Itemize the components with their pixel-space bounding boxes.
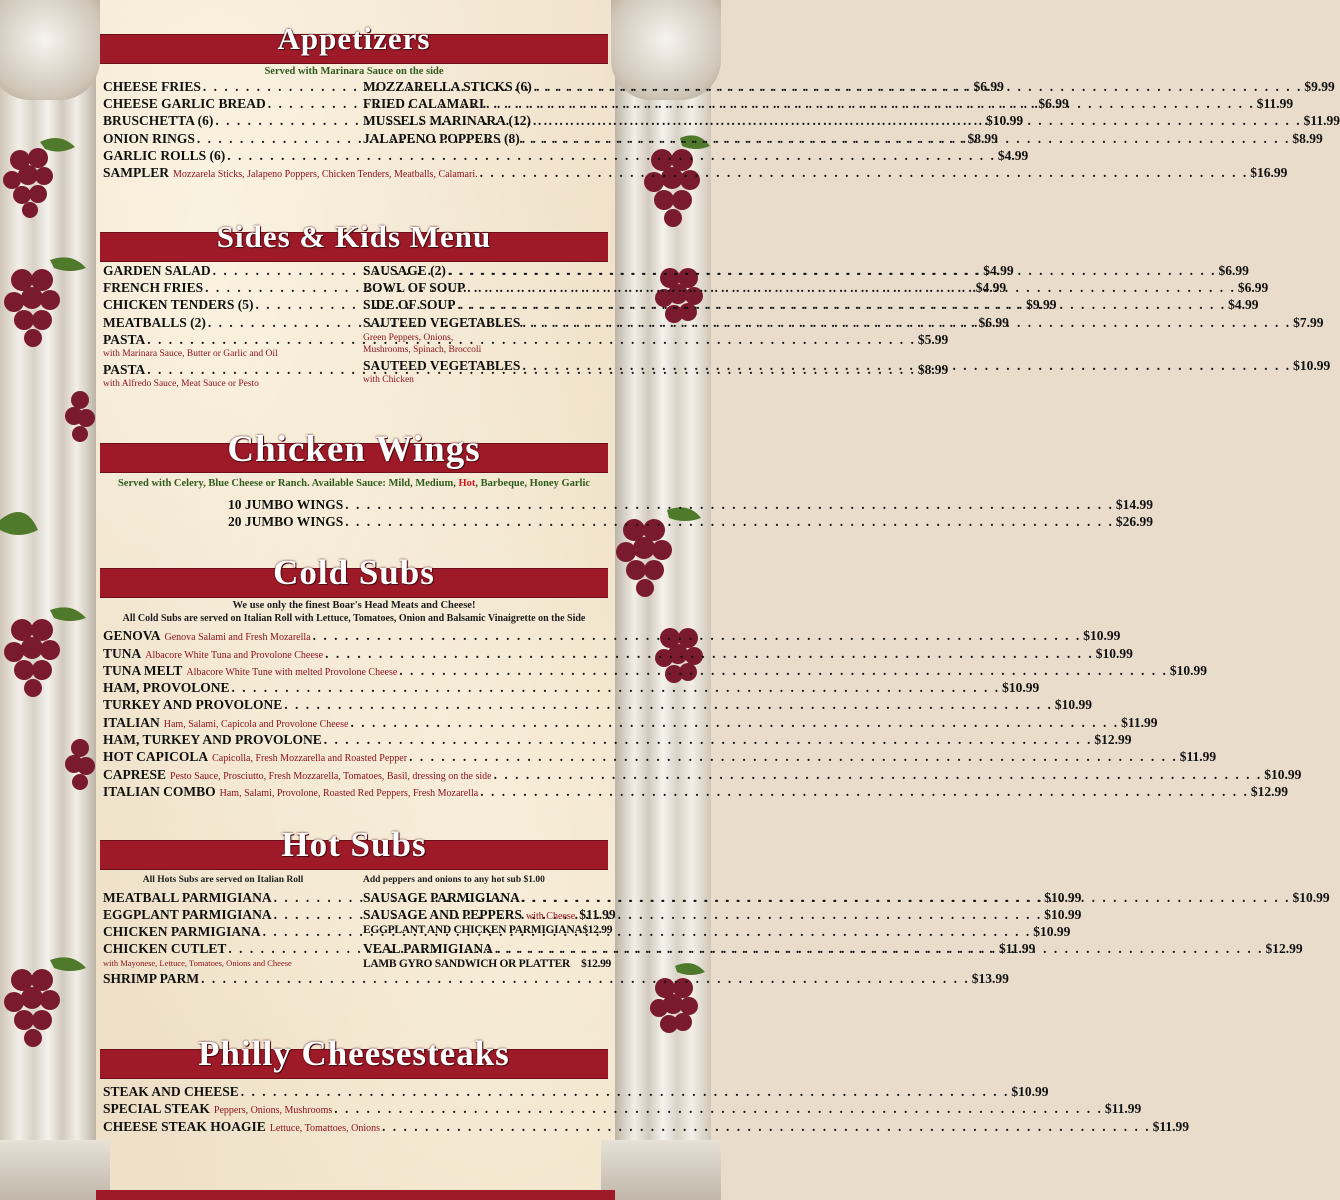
menu-item: ITALIAN COMBO Ham, Salami, Provolone, Roasted Red Peppers, Fresh Mozarella . . . $12.99 xyxy=(103,784,611,800)
wings-note: Served with Celery, Blue Cheese or Ranch. Available Sauce: Mild, Medium, Hot, Barbeque, Honey Garlic xyxy=(117,478,591,489)
menu-item: CHICKEN PARMIGIANA . . . $10.99 xyxy=(103,924,343,940)
grape-cluster-icon xyxy=(0,950,90,1060)
item-subtext: Green Peppers, Onions, xyxy=(363,333,454,343)
menu-item: SAUTEED VEGETABLES . . . $10.99 xyxy=(363,358,611,374)
menu-item: CHICKEN CUTLET . . . $11.99 xyxy=(103,941,343,957)
wings-banner xyxy=(100,429,608,473)
menu-item: SAUSAGE PARMIGIANA . . . $10.99 xyxy=(363,890,611,906)
menu-item: STEAK AND CHEESE . . . $10.99 xyxy=(103,1084,611,1100)
menu-item: BOWL OF SOUP . . . $6.99 xyxy=(363,280,611,296)
menu-item: CHEESE GARLIC BREAD . . . $6.99 xyxy=(103,96,343,112)
menu-item: HAM, TURKEY AND PROVOLONE . . . $12.99 xyxy=(103,732,611,748)
menu-item: ITALIAN Ham, Salami, Capicola and Provolone Cheese . . . $11.99 xyxy=(103,715,611,731)
menu-item: 20 JUMBO WINGS . . . $26.99 xyxy=(228,514,470,530)
menu-item: SAUSAGE AND PEPPERS with Cheese $11.99 xyxy=(363,907,616,922)
menu-item: BRUSCHETTA (6) . . . $10.99 xyxy=(103,113,343,129)
menu-item: CHEESE STEAK HOAGIE Lettuce, Tomattoes, Onions . . . $11.99 xyxy=(103,1119,611,1135)
grape-cluster-icon xyxy=(0,130,80,240)
menu-item: TUNA Albacore White Tuna and Provolone Cheese . . . $10.99 xyxy=(103,646,611,662)
cold-subs-note: We use only the finest Boar's Head Meats and Cheese! xyxy=(232,600,476,611)
menu-item: SHRIMP PARM . . . $13.99 xyxy=(103,971,343,987)
menu-item: GARDEN SALAD . . . $4.99 xyxy=(103,263,343,279)
menu-item: TUNA MELT Albacore White Tune with melted Provolone Cheese . . . $10.99 xyxy=(103,663,611,679)
menu-item: EGGPLANT AND CHICKEN PARMIGIANA $12.99 xyxy=(363,924,613,936)
philly-title: Philly Cheesesteaks xyxy=(198,1034,510,1073)
left-column-base xyxy=(0,1140,110,1200)
item-subtext: with Mayonese, Lettuce, Tomatoes, Onions and Cheese xyxy=(103,958,292,968)
right-column-base xyxy=(601,1140,721,1200)
menu-item: SIDE OF SOUP . . . $4.99 xyxy=(363,297,611,313)
item-subtext: Mushrooms, Spinach, Broccoli xyxy=(363,345,482,355)
menu-item: MEATBALL PARMIGIANA . . . $10.99 xyxy=(103,890,343,906)
menu-item: SAUSAGE (2) . . . $6.99 xyxy=(363,263,611,279)
cold-subs-banner xyxy=(100,553,608,598)
menu-item: CAPRESE Pesto Sauce, Prosciutto, Fresh Mozzarella, Tomatoes, Basil, dressing on the side . . . $10.99 xyxy=(103,767,611,783)
grape-cluster-icon xyxy=(60,730,100,800)
menu-item: ONION RINGS . . . $8.99 xyxy=(103,131,343,147)
menu-item: FRENCH FRIES . . . $4.99 xyxy=(103,280,343,296)
hot-subs-title: Hot Subs xyxy=(281,825,427,864)
menu-item: GARLIC ROLLS (6) . . . $4.99 xyxy=(103,148,343,164)
cold-subs-title: Cold Subs xyxy=(273,553,435,592)
menu-item: MOZZARELLA STICKS (6) . . . $9.99 xyxy=(363,79,611,95)
menu-item: HOT CAPICOLA Capicolla, Fresh Mozzarella and Roasted Pepper . . . $11.99 xyxy=(103,749,611,765)
appetizers-title: Appetizers xyxy=(277,21,431,56)
appetizers-banner xyxy=(100,21,608,64)
menu-item: SPECIAL STEAK Peppers, Onions, Mushrooms . . . $11.99 xyxy=(103,1101,611,1117)
philly-banner xyxy=(100,1034,608,1079)
grape-cluster-icon xyxy=(0,250,90,360)
menu-item: FRIED CALAMARI . . . $11.99 xyxy=(363,96,611,112)
hot-subs-note: All Hots Subs are served on Italian Roll xyxy=(142,875,304,885)
menu-item: TURKEY AND PROVOLONE . . . $10.99 xyxy=(103,697,611,713)
sides-banner xyxy=(100,219,608,262)
menu-item: CHICKEN TENDERS (5) . . . $9.99 xyxy=(103,297,343,313)
appetizers-note: Served with Marinara Sauce on the side xyxy=(264,66,444,77)
menu-item: VEAL PARMIGIANA . . . $12.99 xyxy=(363,941,611,957)
bottom-border xyxy=(96,1190,615,1200)
grape-cluster-icon xyxy=(0,600,90,710)
leaf-icon xyxy=(0,500,40,560)
menu-item: SAMPLER Mozzarela Sticks, Jalapeno Poppers, Chicken Tenders, Meatballs, Calamari. . . . $16.99 xyxy=(103,165,611,181)
menu-item: MEATBALLS (2) . . . $6.99 xyxy=(103,315,343,331)
item-subtext: with Alfredo Sauce, Meat Sauce or Pesto xyxy=(103,379,259,389)
menu-item: HAM, PROVOLONE . . . $10.99 xyxy=(103,680,611,696)
menu-item: GENOVA Genova Salami and Fresh Mozarella . . . $10.99 xyxy=(103,628,611,644)
grape-cluster-icon xyxy=(60,380,100,460)
cold-subs-note: All Cold Subs are served on Italian Roll with Lettuce, Tomatoes, Onion and Balsamic Vinaigrette on the Side xyxy=(122,613,586,624)
menu-item: LAMB GYRO SANDWICH OR PLATTER $12.99 xyxy=(363,958,611,970)
menu-item: EGGPLANT PARMIGIANA . . . $10.99 xyxy=(103,907,343,923)
menu-item: PASTA . . . $8.99 xyxy=(103,362,343,378)
menu-item: CHEESE FRIES . . . $6.99 xyxy=(103,79,343,95)
menu-item: MUSSELS MARINARA (12) . . . $11.99 xyxy=(363,113,611,129)
wings-title: Chicken Wings xyxy=(227,429,481,470)
menu-item: JALAPENO POPPERS (8) . . . $8.99 xyxy=(363,131,611,147)
menu-item: PASTA . . . $5.99 xyxy=(103,332,343,348)
hot-subs-note: Add peppers and onions to any hot sub $1.00 xyxy=(363,875,545,885)
hot-subs-banner xyxy=(100,825,608,870)
left-column-capital xyxy=(0,0,100,100)
item-subtext: with Chicken xyxy=(363,375,414,385)
sides-title: Sides & Kids Menu xyxy=(216,219,492,254)
menu-item: SAUTEED VEGETABLES . . . $7.99 xyxy=(363,315,611,331)
item-subtext: with Marinara Sauce, Butter or Garlic and Oil xyxy=(103,349,278,359)
menu-item: 10 JUMBO WINGS . . . $14.99 xyxy=(228,497,470,513)
